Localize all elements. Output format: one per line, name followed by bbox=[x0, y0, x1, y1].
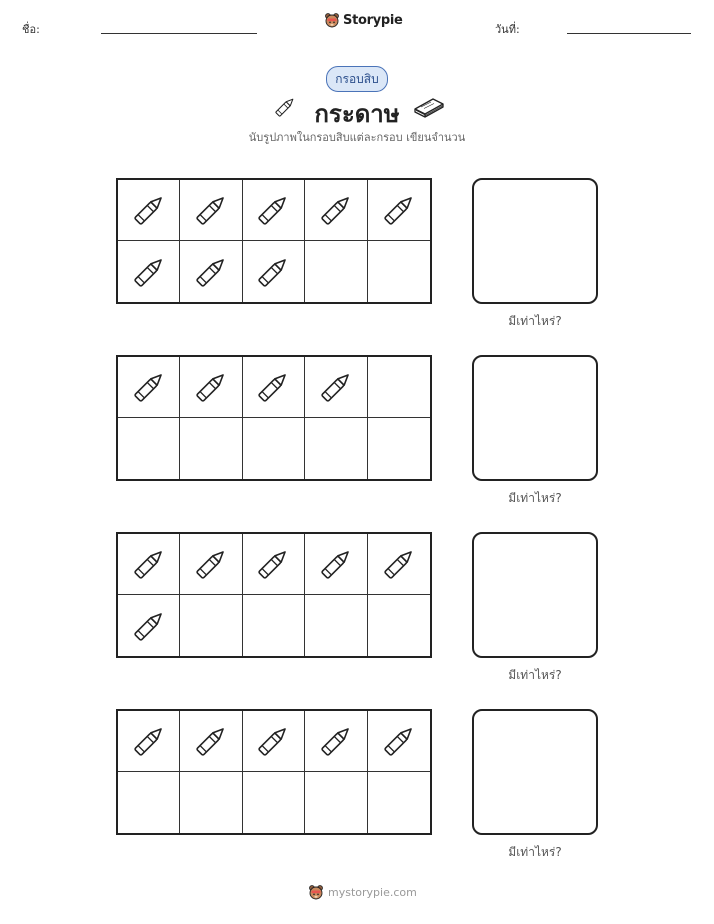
frame-cell bbox=[305, 357, 367, 418]
frame-cell bbox=[180, 595, 242, 656]
crayon-icon bbox=[253, 190, 293, 230]
name-label: ชื่อ: bbox=[22, 23, 40, 36]
frame-cell bbox=[243, 357, 305, 418]
date-line bbox=[567, 33, 691, 34]
ten-frame-2 bbox=[116, 355, 432, 481]
crayon-icon bbox=[129, 544, 169, 584]
footer bbox=[308, 884, 417, 900]
answer-box-1[interactable] bbox=[472, 178, 598, 304]
crayon-icon bbox=[253, 252, 293, 292]
crayon-icon bbox=[129, 367, 169, 407]
crayon-icon bbox=[379, 721, 419, 761]
frame-cell bbox=[305, 595, 367, 656]
frame-cell bbox=[118, 241, 180, 302]
crayon-icon bbox=[316, 190, 356, 230]
frame-cell bbox=[243, 241, 305, 302]
ten-frame-1 bbox=[116, 178, 432, 304]
question-label-4: มีเท่าไหร่? bbox=[508, 845, 562, 859]
frame-cell bbox=[180, 180, 242, 241]
crayon-icon bbox=[253, 367, 293, 407]
crayon-icon bbox=[253, 721, 293, 761]
question-label-2: มีเท่าไหร่? bbox=[508, 491, 562, 505]
frame-cell bbox=[368, 241, 430, 302]
question-label-3: มีเท่าไหร่? bbox=[508, 668, 562, 682]
crayon-icon bbox=[253, 544, 293, 584]
bear-mascot-icon bbox=[324, 12, 340, 28]
frame-cell bbox=[368, 595, 430, 656]
frame-cell bbox=[305, 772, 367, 833]
paper-stack-icon bbox=[412, 94, 446, 120]
frame-cell bbox=[305, 534, 367, 595]
frame-cell bbox=[180, 357, 242, 418]
bear-mascot-icon bbox=[308, 884, 324, 900]
frame-cell bbox=[305, 241, 367, 302]
answer-box-3[interactable] bbox=[472, 532, 598, 658]
frame-cell bbox=[180, 241, 242, 302]
crayon-icon bbox=[191, 252, 231, 292]
page-title: กระดาษ bbox=[314, 100, 400, 128]
brand-name: Storypie bbox=[343, 12, 403, 28]
frame-cell bbox=[180, 711, 242, 772]
footer-site: mystorypie.com bbox=[328, 885, 417, 899]
date-label: วันที่: bbox=[495, 23, 520, 36]
answer-box-2[interactable] bbox=[472, 355, 598, 481]
frame-cell bbox=[180, 418, 242, 479]
ten-frame-3 bbox=[116, 532, 432, 658]
crayon-icon bbox=[379, 190, 419, 230]
crayon-icon bbox=[129, 606, 169, 646]
frame-cell bbox=[368, 418, 430, 479]
frame-cell bbox=[180, 772, 242, 833]
frame-cell bbox=[368, 534, 430, 595]
crayon-icon bbox=[191, 190, 231, 230]
brand-logo bbox=[324, 12, 403, 28]
crayon-icon bbox=[191, 367, 231, 407]
question-label-1: มีเท่าไหร่? bbox=[508, 314, 562, 328]
crayon-icon bbox=[316, 544, 356, 584]
frame-cell bbox=[243, 418, 305, 479]
frame-cell bbox=[243, 772, 305, 833]
crayon-icon bbox=[272, 92, 298, 122]
crayon-icon bbox=[191, 544, 231, 584]
frame-cell bbox=[305, 180, 367, 241]
frame-cell bbox=[368, 772, 430, 833]
crayon-icon bbox=[129, 721, 169, 761]
frame-cell bbox=[368, 357, 430, 418]
instruction-text: นับรูปภาพในกรอบสิบแต่ละกรอบ เขียนจำนวน bbox=[248, 131, 466, 144]
frame-cell bbox=[180, 534, 242, 595]
crayon-icon bbox=[316, 721, 356, 761]
crayon-icon bbox=[129, 190, 169, 230]
topic-badge: กรอบสิบ bbox=[326, 66, 388, 92]
crayon-icon bbox=[129, 252, 169, 292]
ten-frame-4 bbox=[116, 709, 432, 835]
crayon-icon bbox=[316, 367, 356, 407]
crayon-icon bbox=[191, 721, 231, 761]
answer-box-4[interactable] bbox=[472, 709, 598, 835]
frame-cell bbox=[118, 357, 180, 418]
frame-cell bbox=[305, 418, 367, 479]
frame-cell bbox=[118, 418, 180, 479]
crayon-icon bbox=[379, 544, 419, 584]
frame-cell bbox=[243, 595, 305, 656]
frame-cell bbox=[118, 595, 180, 656]
frame-cell bbox=[368, 180, 430, 241]
frame-cell bbox=[118, 180, 180, 241]
frame-cell bbox=[305, 711, 367, 772]
frame-cell bbox=[368, 711, 430, 772]
name-line bbox=[101, 33, 257, 34]
frame-cell bbox=[243, 534, 305, 595]
frame-cell bbox=[243, 180, 305, 241]
frame-cell bbox=[118, 711, 180, 772]
frame-cell bbox=[118, 534, 180, 595]
frame-cell bbox=[243, 711, 305, 772]
frame-cell bbox=[118, 772, 180, 833]
